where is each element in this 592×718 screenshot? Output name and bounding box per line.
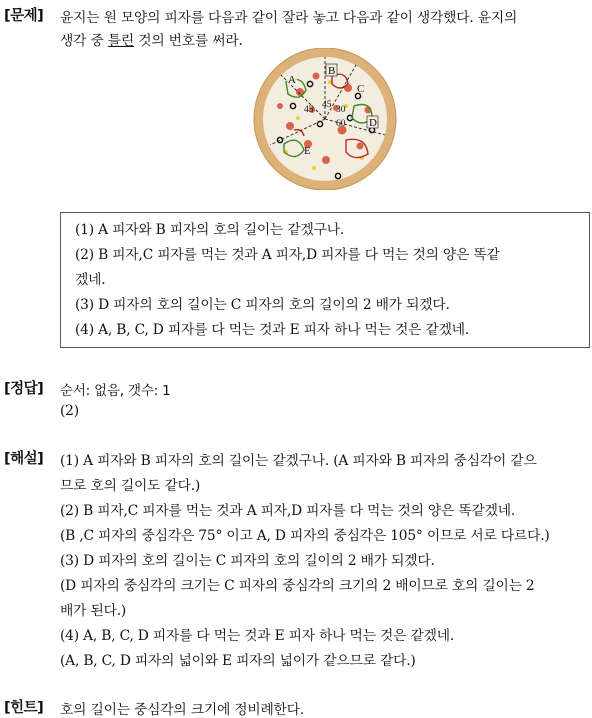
solution-line-7: 배가 된다.): [60, 603, 127, 619]
answer-meta: 순서: 없음, 갯수: 1: [60, 383, 171, 399]
solution-line-5: (3) D 피자의 호의 길이는 C 피자의 호의 길이의 2 배가 되겠다.: [60, 553, 435, 569]
slice-label-b: B: [328, 65, 336, 77]
angle-label-60: 60: [336, 119, 346, 129]
slice-label-c: C: [357, 83, 365, 95]
solution-line-4: (B ,C 피자의 중심각은 75° 이고 A, D 피자의 중심각은 105° 이므로 서로 다르다.): [60, 528, 550, 544]
option-2: (2) B 피자,C 피자를 먹는 것과 A 피자,D 피자를 다 먹는 것의 양은 똑같: [75, 247, 500, 263]
option-1: (1) A 피자와 B 피자의 호의 길이는 같겠구나.: [75, 222, 345, 238]
angle-label-45-top: 45: [322, 100, 332, 110]
answer-value: (2): [60, 403, 79, 419]
option-2-continued: 겠네.: [75, 272, 106, 288]
solution-line-2: 므로 호의 길이도 같다.): [60, 478, 201, 494]
problem-text-line2-post: 것의 번호를 써라.: [134, 33, 243, 49]
option-3: (3) D 피자의 호의 길이는 C 피자의 호의 길이의 2 배가 되겠다.: [75, 297, 450, 313]
hint-text: 호의 길이는 중심각의 크기에 정비례한다.: [60, 702, 305, 718]
angle-label-45-left: 45: [304, 105, 314, 115]
pizza-figure: [250, 48, 400, 190]
solution-line-3: (2) B 피자,C 피자를 먹는 것과 A 피자,D 피자를 다 먹는 것의 양은 똑같겠네.: [60, 503, 516, 519]
solution-line-8: (4) A, B, C, D 피자를 다 먹는 것과 E 피자 하나 먹는 것은 같겠네.: [60, 628, 455, 644]
option-4: (4) A, B, C, D 피자를 다 먹는 것과 E 피자 하나 먹는 것은 같겠네.: [75, 322, 470, 338]
angle-label-30: 30: [336, 105, 346, 115]
hint-tag: [힌트]: [4, 700, 44, 716]
solution-tag: [해설]: [4, 451, 44, 467]
solution-line-1: (1) A 피자와 B 피자의 호의 길이는 같겠구나. (A 피자와 B 피자의 중심각이 같으: [60, 453, 537, 469]
problem-tag: [문제]: [4, 8, 44, 24]
answer-tag: [정답]: [4, 381, 44, 397]
options-box: [60, 212, 590, 348]
solution-line-9: (A, B, C, D 피자의 넓이와 E 피자의 넓이가 같으므로 같다.): [60, 653, 416, 669]
problem-text-line1: 윤지는 원 모양의 피자를 다음과 같이 잘라 놓고 다음과 같이 생각했다. 윤지의: [60, 10, 518, 26]
slice-label-e: E: [304, 145, 311, 157]
slice-label-a: A: [288, 74, 296, 86]
problem-text-line2-pre: 생각 중: [60, 33, 108, 49]
solution-line-6: (D 피자의 중심각의 크기는 C 피자의 중심각의 크기의 2 배이므로 호의 길이는 2: [60, 578, 535, 594]
slice-label-d: D: [369, 117, 377, 129]
problem-underlined-word: 틀린: [107, 33, 135, 49]
problem-text-line2: [60, 29, 243, 49]
